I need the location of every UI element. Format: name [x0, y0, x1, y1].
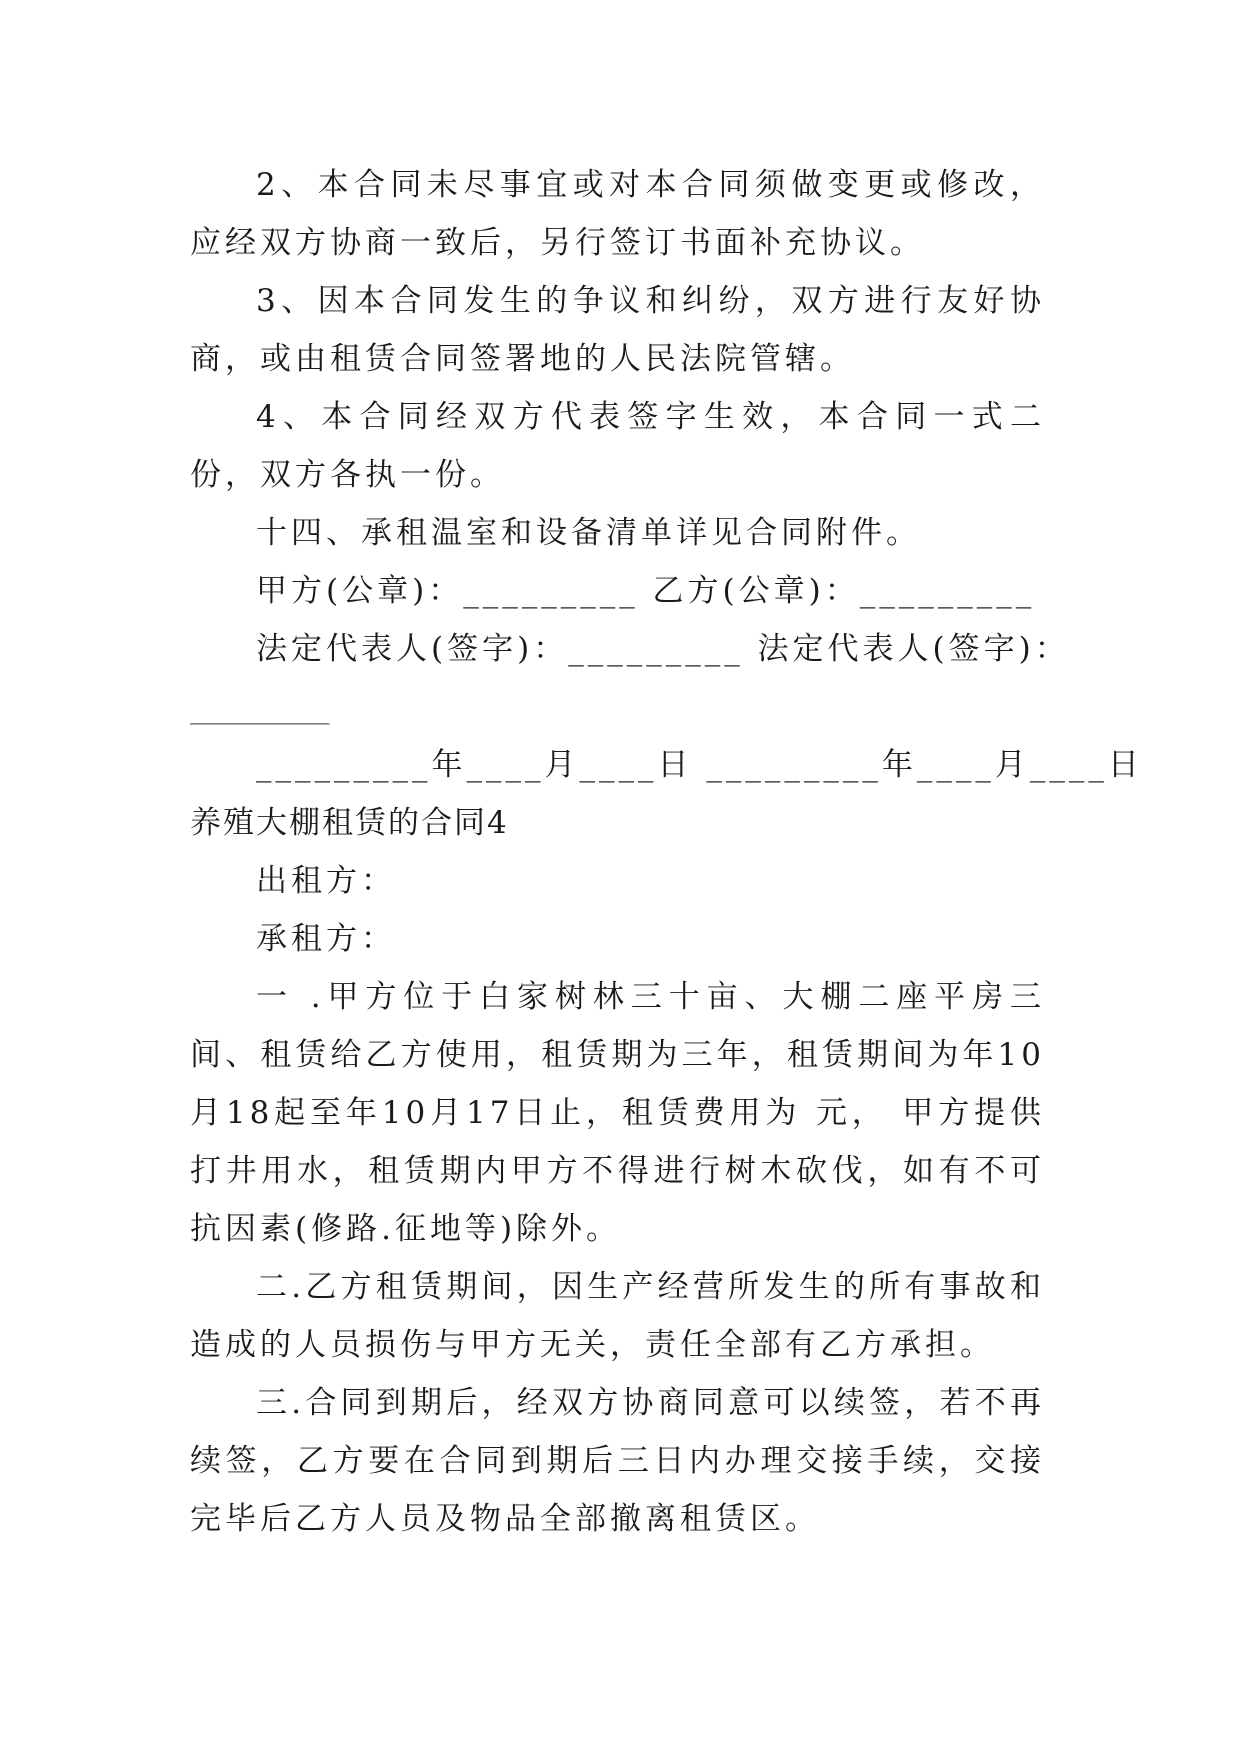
seal-line: 甲方(公章)：_________ 乙方(公章)：_________ — [256, 573, 1036, 609]
clause-two: 二.乙方租赁期间，因生产经营所发生的所有事故和造成的人员损伤与甲方无关，责任全部有乙方承担。 — [190, 1269, 1045, 1363]
clause-one: 一 .甲方位于白家树林三十亩、大棚二座平房三间、租赁给乙方使用，租赁期为三年，租赁期间为年10月18起至年10月17日止，租赁费用为 元， 甲方提供打井用水，租赁期内甲方不得进行树木砍伐，如有不可抗因素(修路.征地等)除外。 — [190, 979, 1045, 1247]
lessee-label: 承租方： — [256, 921, 396, 957]
section-title: 养殖大棚租赁的合同4 — [190, 805, 509, 841]
clause-14: 十四、承租温室和设备清单详见合同附件。 — [256, 515, 921, 551]
clause-4: 4、本合同经双方代表签字生效，本合同一式二份，双方各执一份。 — [190, 399, 1045, 493]
date-line: _________年____月____日 _________年____月____日 — [256, 747, 1143, 783]
clause-2: 2、本合同未尽事宜或对本合同须做变更或修改，应经双方协商一致后，另行签订书面补充协议。 — [190, 167, 1045, 261]
clause-3: 3、因本合同发生的争议和纠纷，双方进行友好协商，或由租赁合同签署地的人民法院管辖。 — [190, 283, 1045, 377]
representative-blank: _________ — [190, 689, 330, 725]
representative-line: 法定代表人(签字)：_________ 法定代表人(签字)： — [256, 631, 1070, 667]
lessor-label: 出租方： — [256, 863, 396, 899]
clause-three: 三.合同到期后，经双方协商同意可以续签，若不再续签，乙方要在合同到期后三日内办理交接手续，交接完毕后乙方人员及物品全部撤离租赁区。 — [190, 1385, 1045, 1537]
contract-body — [190, 156, 1143, 1548]
